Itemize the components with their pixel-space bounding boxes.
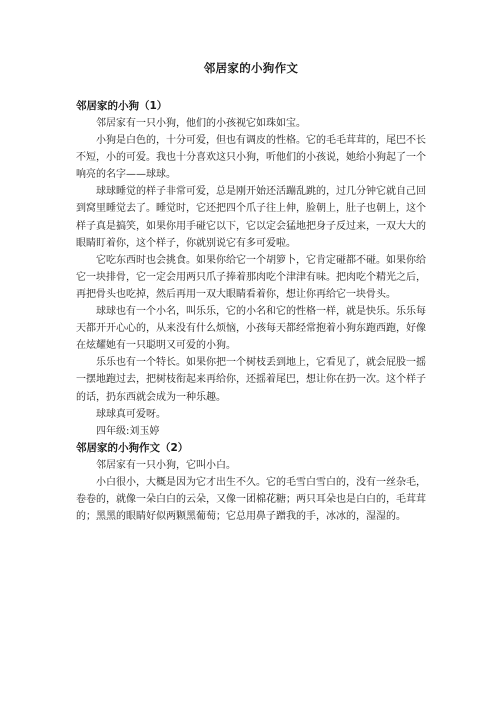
paragraph: 球球也有一个小名，叫乐乐，它的小名和它的性格一样，就是快乐。乐乐每天都开开心心的，从来没有什么烦恼，小孩每天都经常抱着小狗东跑西跑，好像在炫耀她有一只聪明又可爱的小狗。 [76,306,426,352]
essay-section-2 [76,440,426,525]
document-title: 邻居家的小狗作文 [203,61,299,75]
paragraph: 乐乐也有一个特长。如果你把一个树枝丢到地上，它看见了，就会屁股一摇一摆地跑过去，把树枝衔起来再给你，还摇着尾巴，想让你在扔一次。这个样子的话，扔东西就会成为一种乐趣。 [76,357,426,403]
section-heading: 邻居家的小狗（1） [76,100,168,112]
paragraph: 它吃东西时也会挑食。如果你给它一个胡箩卜，它肯定碰都不碰。如果你给它一块排骨，它一定会用两只爪子捧着那肉吃个津津有味。把肉吃个精光之后，再把骨头也吃掉，然后再用一双大眼睛看着你，想让你再给它一块骨头。 [76,254,426,300]
paragraph: 球球睡觉的样子非常可爱，总是刚开始还活蹦乱跳的，过几分钟它就自己回到窝里睡觉去了。睡觉时，它还把四个爪子往上伸，脸朝上，肚子也朝上，这个样子真是搞笑，如果你用手碰它以下，它以定会猛地把身子反过来，一双大大的眼睛盯着你，这个样子，你就别说它有多可爱啦。 [76,186,426,249]
paragraph: 球球真可爱呀。 [96,408,166,420]
section-heading: 邻居家的小狗作文（2） [76,441,189,454]
paragraph: 邻居家有一只小狗，他们的小孩视它如珠如宝。 [96,118,306,129]
document-page [76,60,426,525]
author-signature: 四年级:刘玉婷 [96,425,160,437]
essay-section-1 [76,98,426,440]
paragraph: 小白很小，大概是因为它才出生不久。它的毛雪白雪白的，没有一丝杂毛，卷卷的，就像一朵白白的云朵，又像一团棉花糖；两只耳朵也是白白的，毛茸茸的；黑黑的眼睛好似两颗黑葡萄；它总用鼻子蹭我的手，冰冰的，湿湿的。 [76,476,426,523]
paragraph: 小狗是白色的，十分可爱，但也有调皮的性格。它的毛毛茸茸的，尾巴不长不短，小的可爱。我也十分喜欢这只小狗，听他们的小孩说，她给小狗起了一个响亮的名字——球球。 [76,135,426,181]
paragraph: 邻居家有一只小狗，它叫小白。 [96,459,236,471]
